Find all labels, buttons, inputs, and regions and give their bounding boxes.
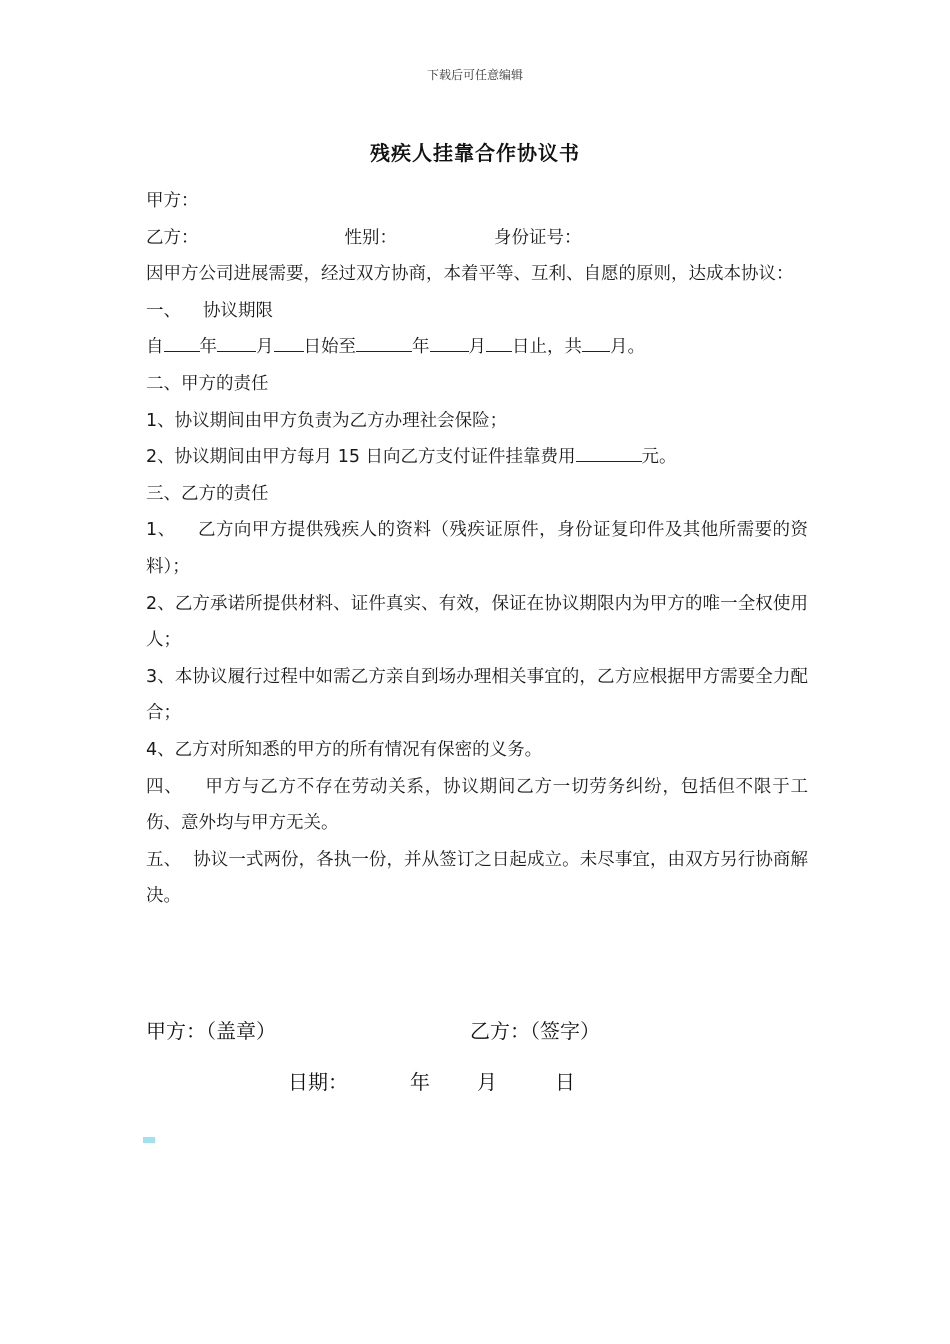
- intro-paragraph: 因甲方公司进展需要，经过双方协商，本着平等、互利、自愿的原则，达成本协议：: [146, 264, 794, 285]
- agreement-body: [146, 183, 808, 915]
- day-blank: [274, 329, 304, 352]
- section5-text: 协议一式两份，各执一份，并从签订之日起成立。未尽事宜，由双方另行协商解决。: [146, 849, 809, 907]
- date-day: 日: [555, 1070, 575, 1094]
- month-blank: [217, 329, 256, 352]
- section2-heading: 二、甲方的责任: [146, 373, 269, 394]
- term-months: 月。: [610, 337, 645, 358]
- date-label: 日期：: [288, 1070, 348, 1094]
- party-b-label: 乙方：: [146, 227, 199, 248]
- section3-item4: 4、乙方对所知悉的甲方的所有情况有保密的义务。: [146, 739, 543, 760]
- term-from: 自: [146, 337, 164, 358]
- term-line: [146, 329, 808, 366]
- end-year-blank: [356, 329, 412, 352]
- section3-item3: 3、本协议履行过程中如需乙方亲自到场办理相关事宜的，乙方应根据甲方需要全力配合；: [146, 666, 808, 724]
- section2-item1: 1、协议期间由甲方负责为乙方办理社会保险；: [146, 410, 508, 431]
- section1-number: 一、: [146, 300, 181, 321]
- end-day-blank: [486, 329, 512, 352]
- fee-blank: [576, 439, 642, 462]
- year-blank: [164, 329, 200, 352]
- term-end-month: 月: [468, 337, 486, 358]
- fee-text: 2、协议期间由甲方每月 15 日向乙方支付证件挂靠费用: [146, 447, 576, 468]
- section4-text: 甲方与乙方不存在劳动关系，协议期间乙方一切劳务纠纷，包括但不限于工伤、意外均与甲方无关。: [146, 776, 809, 834]
- party-b-signature: 乙方：（签字）: [470, 1019, 600, 1043]
- term-day-start: 日始至: [303, 337, 356, 358]
- term-month: 月: [256, 337, 274, 358]
- end-month-blank: [430, 329, 469, 352]
- document-title: 残疾人挂靠合作协议书: [370, 141, 580, 165]
- term-end-day: 日止，共: [512, 337, 582, 358]
- section3-item1-number: 1、: [146, 520, 176, 541]
- id-number-label: 身份证号：: [494, 227, 582, 248]
- header-note: 下载后可任意编辑: [426, 68, 523, 82]
- cursor-marker: [143, 1137, 155, 1143]
- fee-unit: 元。: [641, 447, 677, 468]
- party-a-line: 甲方：: [146, 191, 199, 211]
- section3-item1-text: 乙方向甲方提供残疾人的资料（残疾证原件，身份证复印件及其他所需要的资料）；: [146, 520, 808, 577]
- section1-heading: [146, 293, 808, 330]
- term-year: 年: [199, 337, 217, 358]
- party-a-signature: 甲方：（盖章）: [146, 1019, 276, 1043]
- party-b-line: [146, 220, 808, 257]
- section5-number: 五、: [146, 849, 182, 870]
- date-year: 年: [410, 1070, 430, 1094]
- section4-paragraph: [146, 769, 808, 842]
- section3-item2: 2、乙方承诺所提供材料、证件真实、有效，保证在协议期限内为甲方的唯一全权使用人；: [146, 593, 808, 651]
- total-months-blank: [582, 329, 610, 352]
- gender-label: 性别：: [344, 227, 397, 248]
- section5-paragraph: [146, 842, 808, 915]
- section4-number: 四、: [146, 776, 183, 797]
- section1-title: 协议期限: [203, 300, 273, 321]
- section2-item2: [146, 439, 808, 476]
- section3-heading: 三、乙方的责任: [146, 483, 269, 504]
- term-end-year: 年: [412, 337, 430, 358]
- section3-item1: [146, 512, 808, 585]
- date-month: 月: [477, 1070, 497, 1094]
